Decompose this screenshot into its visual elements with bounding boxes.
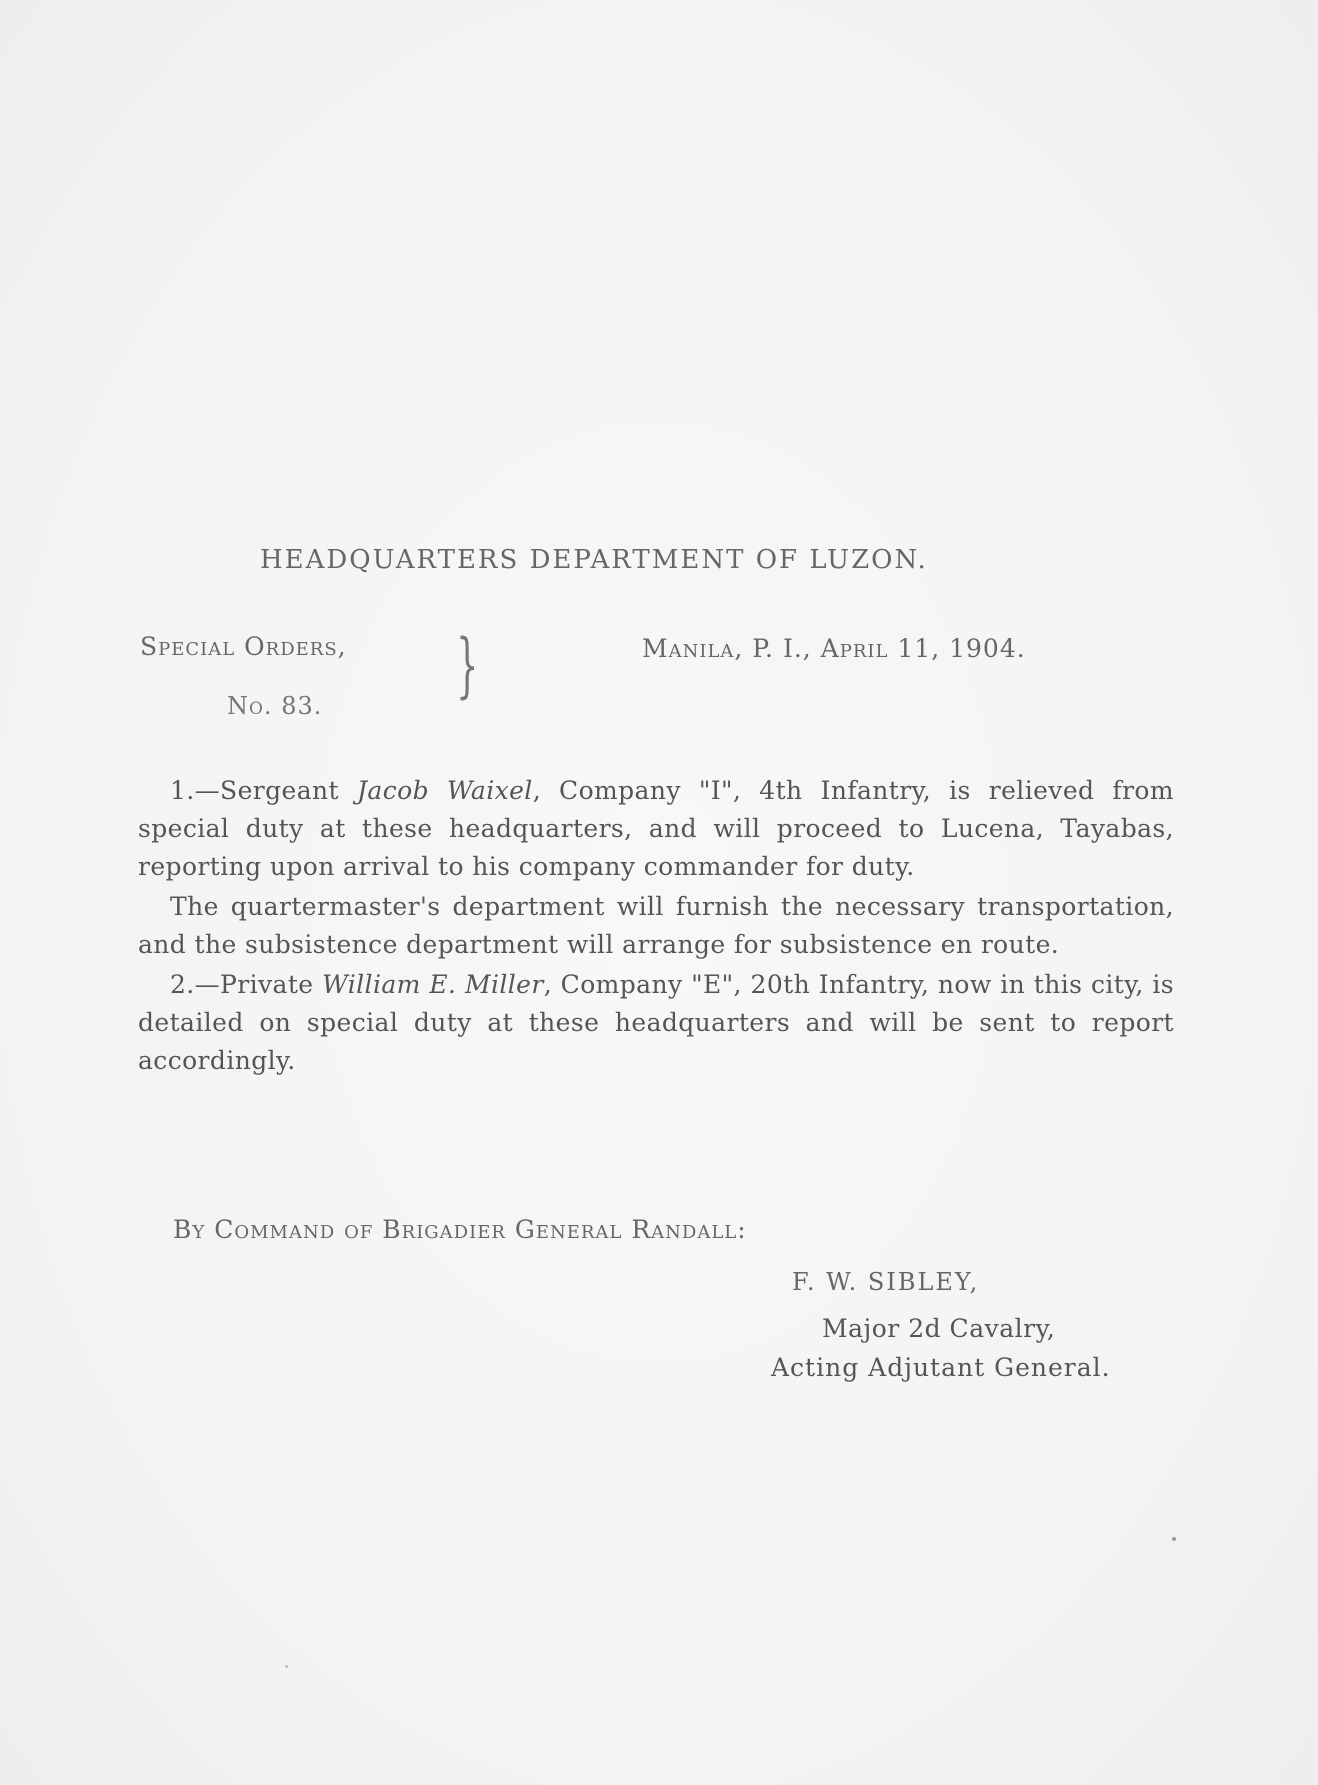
paragraph-1-name: Jacob Waixel <box>356 776 533 805</box>
paragraph-3-prefix: 2.—Private <box>170 970 323 999</box>
heading: HEADQUARTERS DEPARTMENT OF LUZON. <box>260 545 928 575</box>
signer-rank: Major 2d Cavalry, <box>822 1314 1056 1343</box>
place-date <box>642 634 1026 663</box>
paragraph-1 <box>138 772 1174 886</box>
signer-name: F. W. SIBLEY, <box>792 1268 980 1296</box>
brace-symbol: } <box>456 624 479 706</box>
paragraph-3-text: , Company "E", 20th Infantry, now in this city, is detailed on special duty at these headquarters and will be sent to report accordingly. <box>138 970 1174 1075</box>
paragraph-1-text: , Company "I", 4th Infantry, is relieved from special duty at these headquarters, and will proceed to Lucena, Tayabas, reporting upon arrival to his company commander for duty. <box>138 776 1174 881</box>
place-date-text: Manila, P. I., April 11, 1904. <box>642 634 1026 663</box>
order-body <box>138 772 1174 1080</box>
paragraph-2-text: The quartermaster's department will furnish the necessary transportation, and the subsistence department will arrange for subsistence en route. <box>138 892 1174 959</box>
paper-speck <box>285 1665 288 1668</box>
signer-position: Acting Adjutant General. <box>771 1353 1111 1382</box>
command-line: By Command of Brigadier General Randall: <box>173 1215 747 1244</box>
special-orders-label: Special Orders, <box>140 632 347 661</box>
paper-speck <box>1172 1537 1176 1541</box>
paragraph-3-name: William E. Miller <box>322 970 544 999</box>
paragraph-2 <box>138 888 1174 964</box>
paragraph-1-prefix: 1.—Sergeant <box>170 776 357 805</box>
orders-number: No. 83. <box>227 692 323 720</box>
paragraph-3 <box>138 966 1174 1080</box>
